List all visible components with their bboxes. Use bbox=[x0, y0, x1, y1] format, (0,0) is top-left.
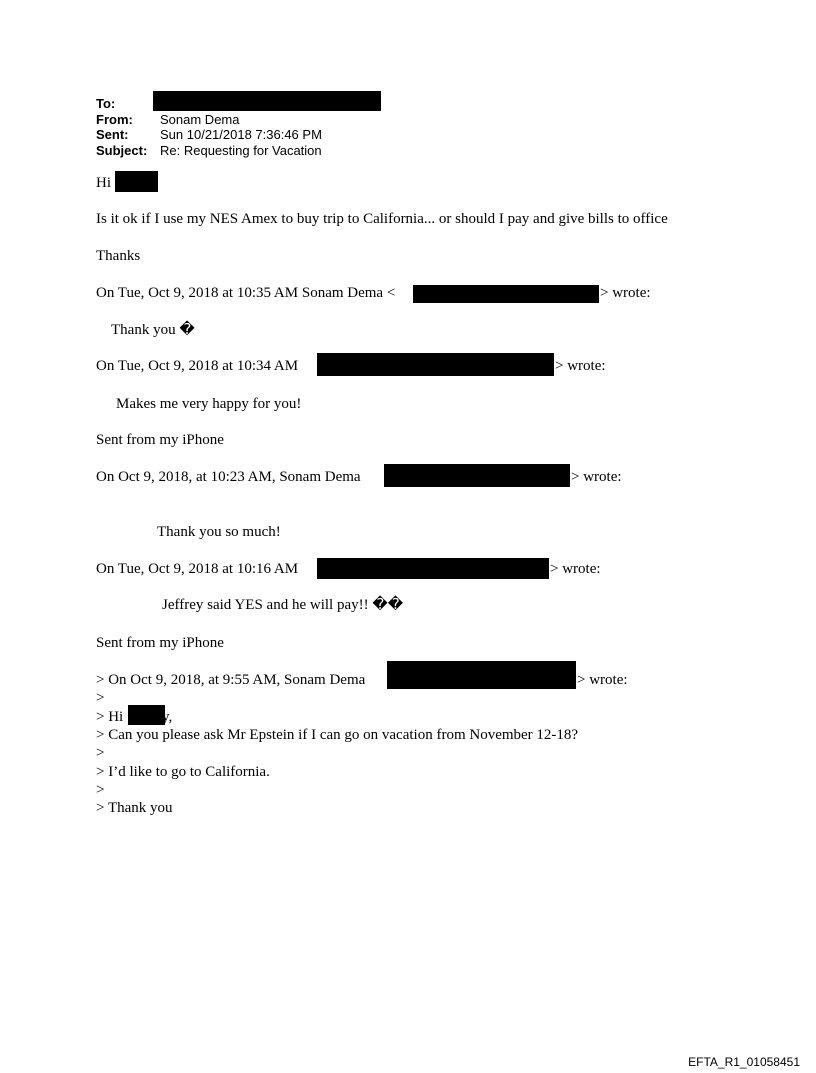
quote-2-text: Makes me very happy for you! bbox=[116, 396, 302, 412]
sent-row bbox=[96, 127, 322, 142]
redaction-quote-2-sender bbox=[317, 353, 554, 376]
quote-5-line-2: > I’d like to go to California. bbox=[96, 764, 270, 780]
quote-2-prefix: On Tue, Oct 9, 2018 at 10:34 AM bbox=[96, 358, 299, 374]
quote-4-suffix: > wrote: bbox=[550, 561, 601, 577]
to-row bbox=[96, 96, 160, 111]
thanks: Thanks bbox=[96, 248, 141, 264]
redaction-quote-1-email bbox=[413, 285, 599, 303]
from-row bbox=[96, 112, 239, 127]
quote-3-prefix: On Oct 9, 2018, at 10:23 AM, Sonam Dema bbox=[96, 469, 361, 485]
body-line-1: Is it ok if I use my NES Amex to buy trip to California... or should I pay and give bills to office bbox=[96, 211, 668, 227]
quote-marker: > bbox=[96, 690, 105, 706]
redaction-quote-5-name bbox=[128, 705, 165, 725]
quote-1-suffix: > wrote: bbox=[600, 285, 651, 301]
from-value: Sonam Dema bbox=[160, 112, 240, 127]
quote-5-suffix: > wrote: bbox=[577, 672, 628, 688]
redaction-quote-4-sender bbox=[317, 558, 549, 579]
quote-marker: > bbox=[96, 782, 105, 798]
quote-4-prefix: On Tue, Oct 9, 2018 at 10:16 AM bbox=[96, 561, 299, 577]
redaction-quote-3-email bbox=[384, 464, 570, 487]
quote-3-text: Thank you so much! bbox=[157, 524, 281, 540]
quote-2-suffix: > wrote: bbox=[555, 358, 606, 374]
quote-5-line-3: > Thank you bbox=[96, 800, 173, 816]
quote-5-hi-suffix: y, bbox=[162, 709, 173, 725]
redaction-greeting-name bbox=[115, 171, 158, 192]
redaction-to bbox=[153, 91, 381, 111]
sent-value: Sun 10/21/2018 7:36:46 PM bbox=[160, 127, 322, 142]
subject-value: Re: Requesting for Vacation bbox=[160, 143, 322, 158]
redaction-quote-5-email bbox=[387, 661, 576, 689]
quote-marker: > bbox=[96, 745, 105, 761]
to-label: To: bbox=[96, 96, 116, 111]
quote-5-prefix: > On Oct 9, 2018, at 9:55 AM, Sonam Dema bbox=[96, 672, 366, 688]
sent-from-iphone-2: Sent from my iPhone bbox=[96, 635, 224, 651]
subject-label: Subject: bbox=[96, 143, 148, 158]
from-label: From: bbox=[96, 112, 133, 127]
sent-from-iphone-1: Sent from my iPhone bbox=[96, 432, 224, 448]
subject-row bbox=[96, 143, 322, 158]
quote-3-suffix: > wrote: bbox=[571, 469, 622, 485]
quote-1-text: Thank you � bbox=[111, 322, 195, 338]
quote-4-text: Jeffrey said YES and he will pay!! �� bbox=[162, 597, 404, 613]
quote-5-hi: > Hi bbox=[96, 709, 124, 725]
document-id: EFTA_R1_01058451 bbox=[688, 1055, 800, 1069]
sent-label: Sent: bbox=[96, 127, 129, 142]
quote-5-line-1: > Can you please ask Mr Epstein if I can go on vacation from November 12-18? bbox=[96, 727, 579, 743]
quote-1-prefix: On Tue, Oct 9, 2018 at 10:35 AM Sonam Dema < bbox=[96, 285, 396, 301]
greeting: Hi bbox=[96, 175, 111, 191]
